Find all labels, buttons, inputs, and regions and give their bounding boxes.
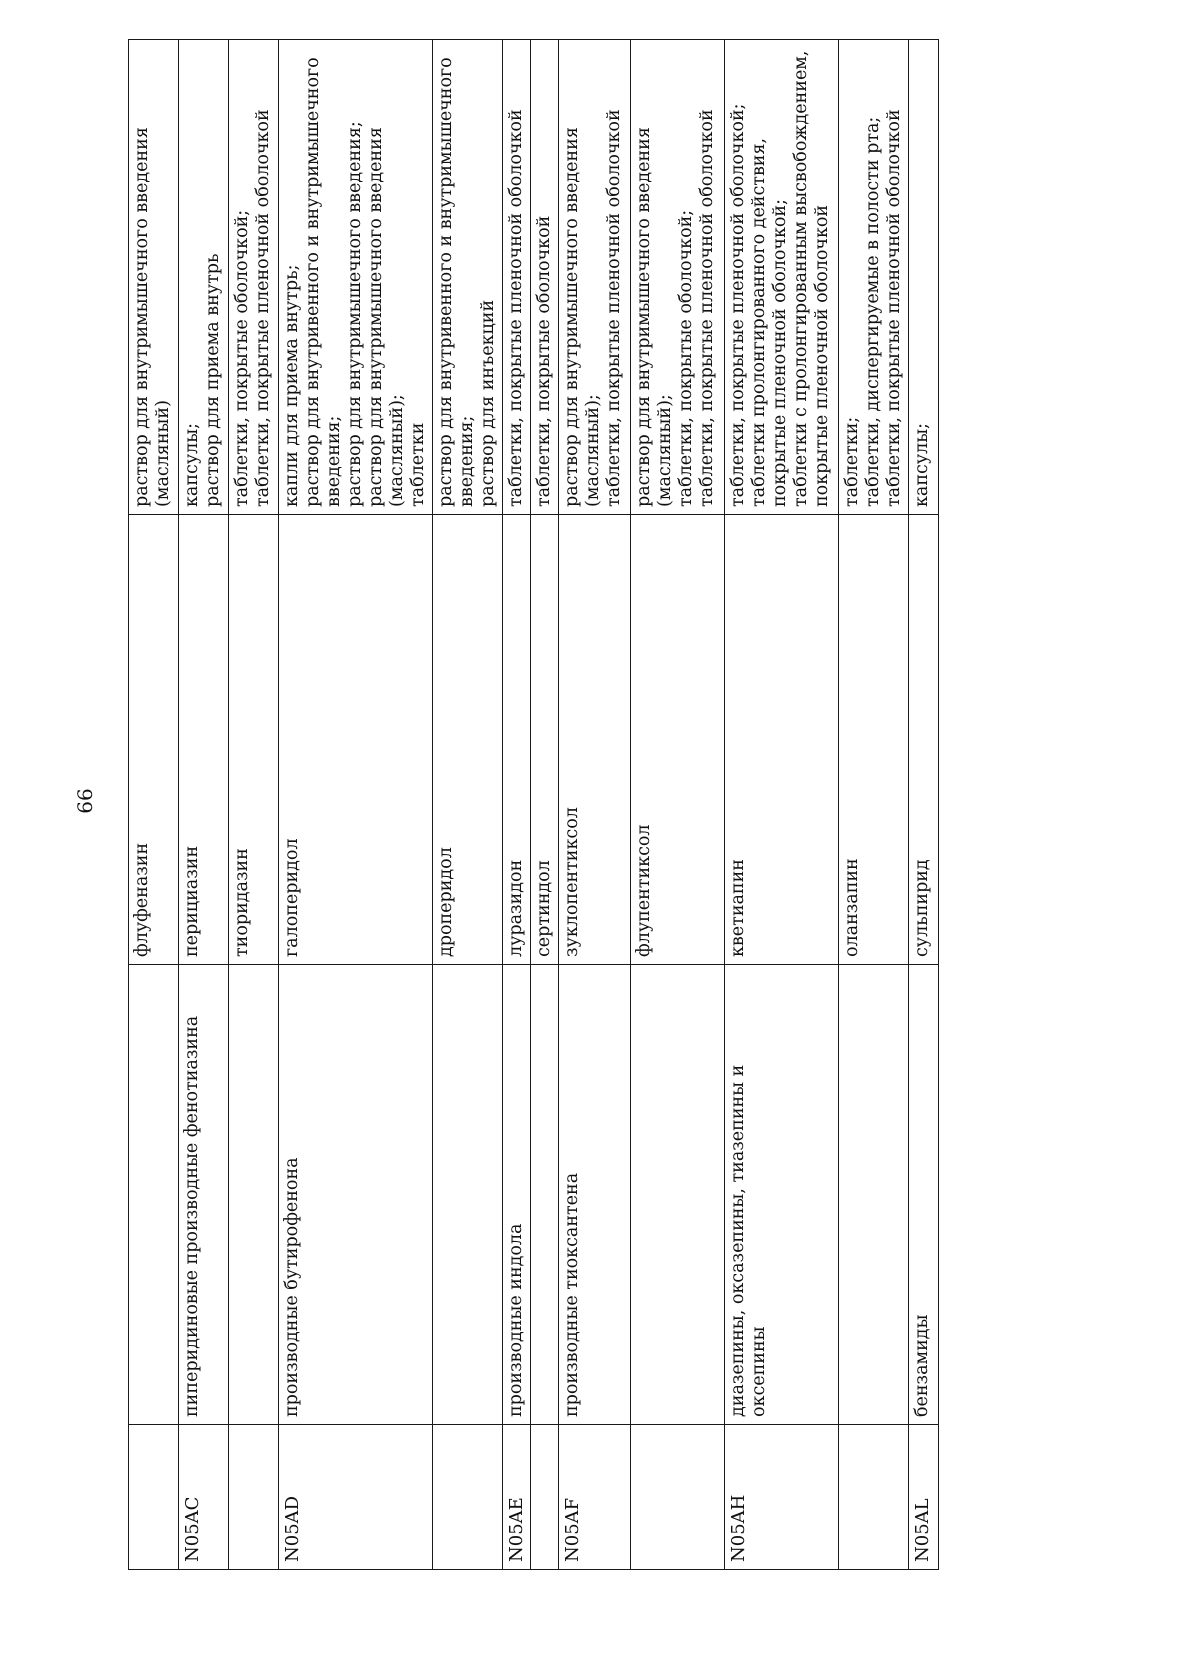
- drug-name-cell: галоперидол: [279, 515, 433, 965]
- dosage-forms-cell: [559, 40, 631, 515]
- atc-code-cell: N05AC: [179, 1425, 229, 1570]
- pharmacological-group-cell: [531, 965, 559, 1425]
- atc-code-cell: N05AF: [559, 1425, 631, 1570]
- table-row: [229, 40, 279, 1570]
- table-row: [725, 40, 839, 1570]
- dosage-forms-cell: [725, 40, 839, 515]
- dosage-form-line: раствор для внутримышечного введения;: [345, 121, 365, 507]
- atc-code-cell: [433, 1425, 503, 1570]
- dosage-forms-cell: [129, 40, 179, 515]
- dosage-form-line: раствор для внутривенного и внутримышечного введения;: [436, 57, 477, 507]
- dosage-form-line: таблетки, покрытые пленочной оболочкой;: [728, 103, 748, 507]
- table-row: [909, 40, 939, 1570]
- dosage-form-line: таблетки: [408, 422, 428, 507]
- pharmacological-group-cell: бензамиды: [909, 965, 939, 1425]
- table-row: [559, 40, 631, 1570]
- atc-code-cell: N05AL: [909, 1425, 939, 1570]
- dosage-form-line: таблетки, покрытые пленочной оболочкой: [253, 109, 273, 507]
- table-row: [839, 40, 909, 1570]
- pharmacological-group-cell: [839, 965, 909, 1425]
- pharmacological-group-cell: [433, 965, 503, 1425]
- pharmacological-group-cell: производные бутирофенона: [279, 965, 433, 1425]
- dosage-form-line: раствор для внутримышечного введения (масляный);: [562, 127, 603, 507]
- dosage-form-line: раствор для инъекций: [478, 299, 498, 507]
- dosage-form-line: таблетки, покрытые пленочной оболочкой: [697, 109, 717, 507]
- dosage-form-line: таблетки с пролонгированным высвобождением, покрытые пленочной оболочкой: [791, 50, 832, 507]
- dosage-forms-cell: [279, 40, 433, 515]
- drug-name-cell: кветиапин: [725, 515, 839, 965]
- dosage-forms-cell: [503, 40, 531, 515]
- page-number: 66: [73, 788, 97, 814]
- medication-table: [128, 39, 939, 1570]
- dosage-form-line: раствор для приема внутрь: [203, 253, 223, 507]
- dosage-form-line: таблетки, диспергируемые в полости рта;: [863, 116, 883, 507]
- dosage-form-line: таблетки, покрытые пленочной оболочкой: [884, 109, 904, 507]
- dosage-form-line: капли для приема внутрь;: [282, 264, 302, 507]
- drug-name-cell: флуфеназин: [129, 515, 179, 965]
- table-row: [631, 40, 725, 1570]
- pharmacological-group-cell: производные тиоксантена: [559, 965, 631, 1425]
- atc-code-cell: [129, 1425, 179, 1570]
- atc-code-cell: N05AD: [279, 1425, 433, 1570]
- dosage-forms-cell: [631, 40, 725, 515]
- atc-code-cell: N05AH: [725, 1425, 839, 1570]
- dosage-forms-cell: [179, 40, 229, 515]
- atc-code-cell: [229, 1425, 279, 1570]
- dosage-forms-cell: [531, 40, 559, 515]
- drug-name-cell: луразидон: [503, 515, 531, 965]
- dosage-form-line: таблетки пролонгированного действия, покрытые пленочной оболочкой;: [749, 137, 790, 507]
- dosage-form-line: капсулы;: [912, 422, 932, 507]
- dosage-form-line: таблетки;: [842, 416, 862, 507]
- pharmacological-group-cell: производные индола: [503, 965, 531, 1425]
- table-body: [129, 40, 939, 1570]
- pharmacological-group-cell: диазепины, оксазепины, тиазепины и оксепины: [725, 965, 839, 1425]
- dosage-form-line: таблетки, покрытые оболочкой: [534, 215, 554, 507]
- pharmacological-group-cell: пиперидиновые производные фенотиазина: [179, 965, 229, 1425]
- atc-code-cell: N05AE: [503, 1425, 531, 1570]
- table-row: [531, 40, 559, 1570]
- pharmacological-group-cell: [631, 965, 725, 1425]
- dosage-form-line: таблетки, покрытые оболочкой;: [676, 209, 696, 507]
- drug-name-cell: флупентиксол: [631, 515, 725, 965]
- dosage-forms-cell: [909, 40, 939, 515]
- dosage-form-line: раствор для внутривенного и внутримышечного введения;: [303, 57, 344, 507]
- drug-name-cell: сульпирид: [909, 515, 939, 965]
- drug-name-cell: сертиндол: [531, 515, 559, 965]
- pharmacological-group-cell: [129, 965, 179, 1425]
- table-row: [279, 40, 433, 1570]
- drug-name-cell: дроперидол: [433, 515, 503, 965]
- table-row: [503, 40, 531, 1570]
- drug-name-cell: перициазин: [179, 515, 229, 965]
- atc-code-cell: [631, 1425, 725, 1570]
- atc-code-cell: [531, 1425, 559, 1570]
- dosage-forms-cell: [839, 40, 909, 515]
- drug-name-cell: тиоридазин: [229, 515, 279, 965]
- dosage-form-line: таблетки, покрытые пленочной оболочкой: [506, 109, 526, 507]
- dosage-form-line: таблетки, покрытые пленочной оболочкой: [604, 109, 624, 507]
- table-row: [129, 40, 179, 1570]
- medication-table-container: [128, 40, 1028, 1570]
- dosage-form-line: раствор для внутримышечного введения (масляный);: [634, 127, 675, 507]
- atc-code-cell: [839, 1425, 909, 1570]
- table-row: [179, 40, 229, 1570]
- dosage-forms-cell: [229, 40, 279, 515]
- table-row: [433, 40, 503, 1570]
- dosage-form-line: раствор для внутримышечного введения (масляный);: [366, 127, 407, 507]
- drug-name-cell: зуклопентиксол: [559, 515, 631, 965]
- dosage-form-line: капсулы;: [182, 422, 202, 507]
- pharmacological-group-cell: [229, 965, 279, 1425]
- drug-name-cell: оланзапин: [839, 515, 909, 965]
- dosage-forms-cell: [433, 40, 503, 515]
- dosage-form-line: таблетки, покрытые оболочкой;: [232, 209, 252, 507]
- dosage-form-line: раствор для внутримышечного введения (масляный): [132, 127, 173, 507]
